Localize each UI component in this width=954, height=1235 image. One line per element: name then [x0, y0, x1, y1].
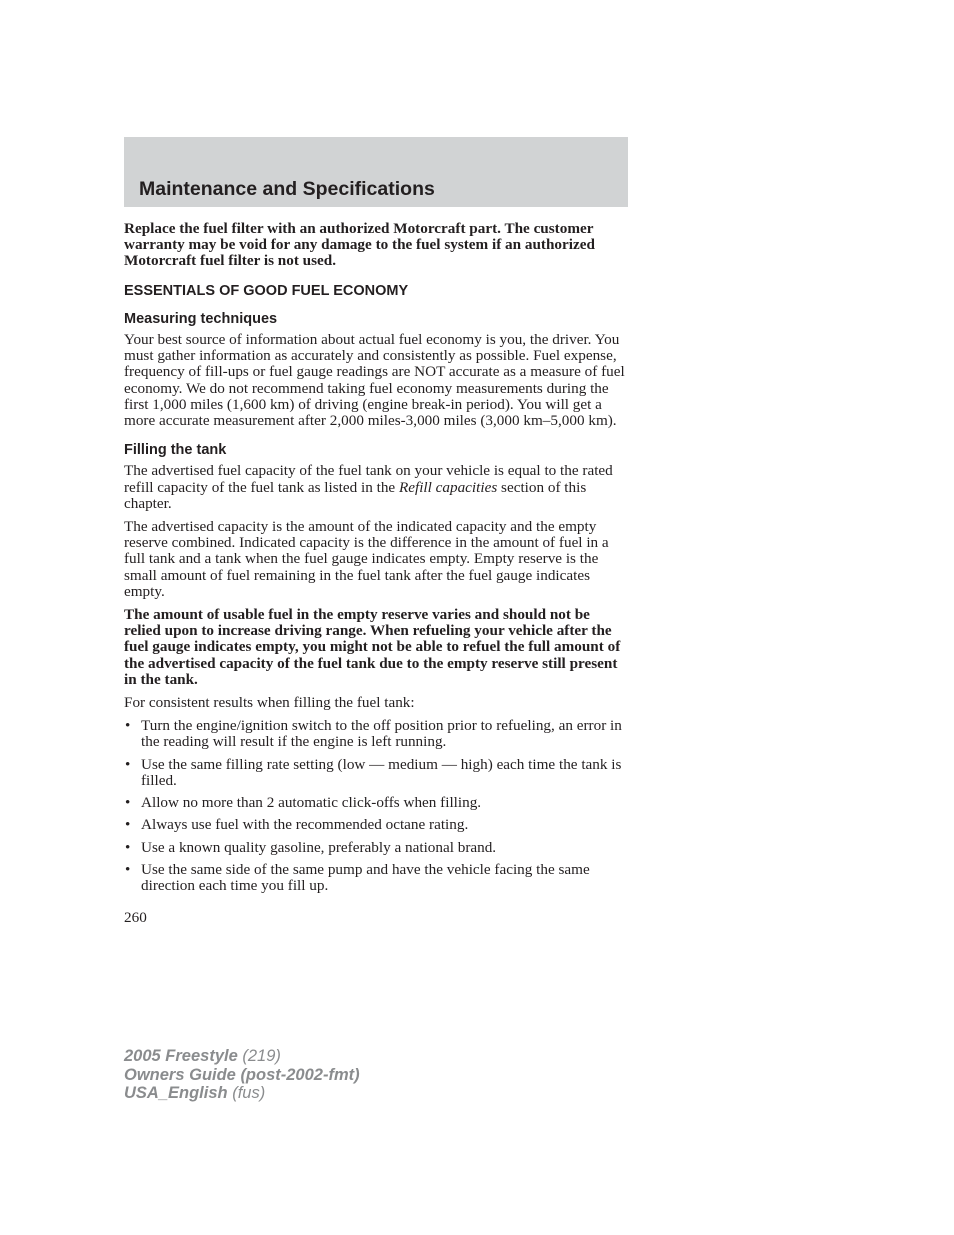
bullet-icon: •	[125, 816, 131, 834]
list-item-text: Allow no more than 2 automatic click-offs when filling.	[141, 794, 482, 812]
footer-locale: USA_English	[124, 1084, 228, 1102]
measuring-techniques-body: Your best source of information about actual fuel economy is you, the driver. You must gather information as accurately and consistently as possible. Fuel expense, frequency of fill-ups or fuel gauge readings are NOT accurate as a measure of fuel economy. We do not recommend taking fuel economy measurements during the first 1,000 miles (1,600 km) of driving (engine break-in period). You will get a more accurate measurement after 2,000 miles-3,000 miles (3,000 km–5,000 km).	[124, 331, 625, 430]
footer-line-locale	[124, 1084, 360, 1103]
list-item-text: Turn the engine/ignition switch to the off position prior to refueling, an error in the reading will result if the engine is left running.	[141, 717, 622, 751]
bullet-icon: •	[125, 860, 131, 878]
empty-reserve-warning: The amount of usable fuel in the empty reserve varies and should not be relied upon to increase driving range. When refueling your vehicle after the fuel gauge indicates empty, you might not be able to refuel the full amount of the advertised capacity of the fuel tank due to the empty reserve still present in the tank.	[124, 606, 621, 688]
refill-capacities-reference: Refill capacities	[398, 478, 498, 496]
filling-p1-text-start: The advertised fuel capacity of the fuel tank on your vehicle is equal to the rated refill capacity of the fuel tank as listed in the	[124, 462, 613, 496]
footer-line-guide	[124, 1066, 360, 1085]
footer-model-code: (219)	[237, 1047, 281, 1065]
list-item-text: Always use fuel with the recommended octane rating.	[141, 816, 469, 834]
filling-tank-heading: Filling the tank	[124, 442, 227, 459]
page-title: Maintenance and Specifications	[139, 178, 435, 200]
filling-tips-list	[124, 718, 630, 894]
document-footer	[124, 1047, 360, 1103]
list-item	[124, 795, 630, 811]
bullet-icon: •	[125, 755, 131, 773]
list-item	[124, 840, 630, 856]
measuring-techniques-heading: Measuring techniques	[124, 310, 278, 327]
list-item-text: Use the same side of the same pump and have the vehicle facing the same direction each time you fill up.	[141, 860, 590, 894]
footer-locale-code: (fus)	[227, 1084, 266, 1102]
filling-tank-paragraph-1	[124, 463, 630, 512]
bullet-icon: •	[125, 838, 131, 856]
footer-line-model	[124, 1047, 360, 1066]
main-content	[124, 221, 630, 926]
list-item	[124, 817, 630, 833]
bullet-icon: •	[125, 717, 131, 735]
page-number: 260	[124, 909, 147, 927]
list-intro: For consistent results when filling the fuel tank:	[124, 694, 415, 712]
bullet-icon: •	[125, 794, 131, 812]
fuel-filter-warning: Replace the fuel filter with an authorized Motorcraft part. The customer warranty may be void for any damage to the fuel system if an authorized Motorcraft fuel filter is not used.	[124, 220, 595, 270]
footer-model: 2005 Freestyle	[124, 1047, 238, 1065]
section-header-band	[124, 137, 628, 207]
section-heading: ESSENTIALS OF GOOD FUEL ECONOMY	[124, 282, 409, 299]
filling-tank-paragraph-2: The advertised capacity is the amount of the indicated capacity and the empty reserve combined. Indicated capacity is the difference in the amount of fuel in a full tank and a tank when the fuel gauge indicates empty. Empty reserve is the small amount of fuel remaining in the fuel tank after the fuel gauge indicates empty.	[124, 518, 609, 600]
list-item	[124, 862, 630, 894]
filling-p1-text-end: section of this chapter.	[124, 478, 587, 512]
list-item-text: Use the same filling rate setting (low — medium — high) each time the tank is filled.	[141, 755, 622, 789]
footer-guide: Owners Guide (post-2002-fmt)	[124, 1065, 360, 1084]
list-item-text: Use a known quality gasoline, preferably a national brand.	[141, 838, 497, 856]
list-item	[124, 757, 630, 789]
list-item	[124, 718, 630, 750]
